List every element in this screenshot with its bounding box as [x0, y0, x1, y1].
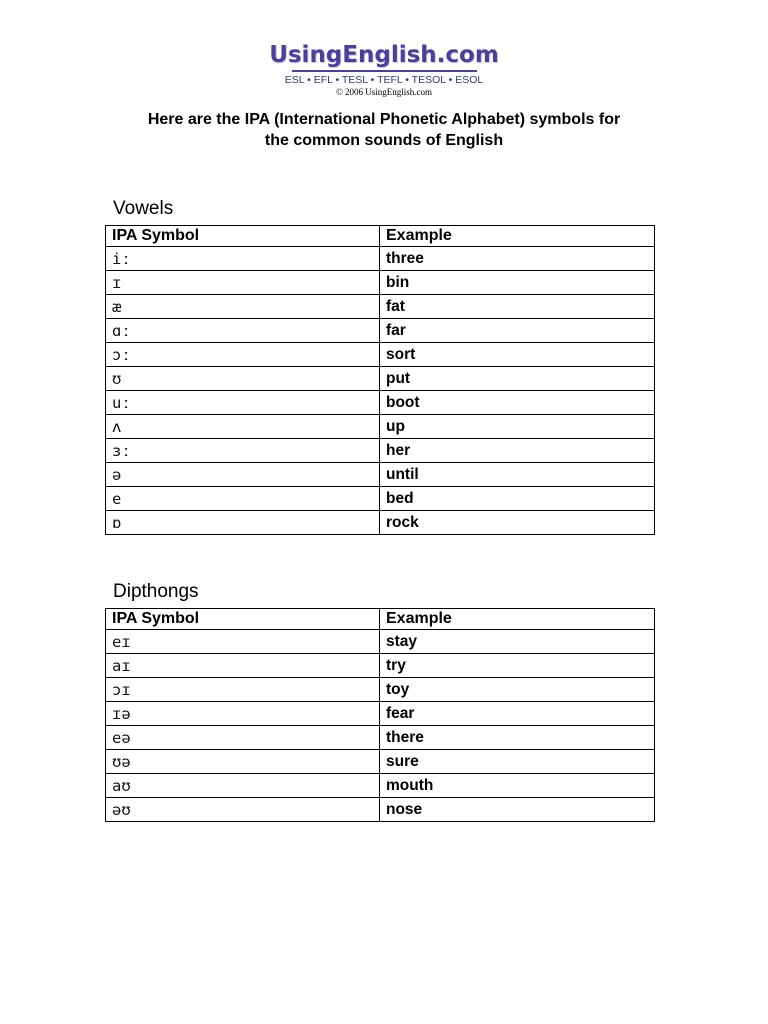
table-row: [106, 798, 655, 822]
vowels-heading: Vowels: [113, 198, 174, 219]
example-word: there: [380, 726, 655, 750]
table-row: [106, 487, 655, 511]
ipa-symbol: ɔː: [106, 343, 380, 367]
example-word: sort: [380, 343, 655, 367]
ipa-symbol: əʊ: [106, 798, 380, 822]
table-row: [106, 367, 655, 391]
column-header-symbol: IPA Symbol: [106, 226, 380, 247]
ipa-symbol: ʌ: [106, 415, 380, 439]
table-row: [106, 439, 655, 463]
example-word: her: [380, 439, 655, 463]
example-word: far: [380, 319, 655, 343]
ipa-symbol: ə: [106, 463, 380, 487]
table-row: [106, 630, 655, 654]
example-word: toy: [380, 678, 655, 702]
table-row: [106, 774, 655, 798]
table-row: [106, 295, 655, 319]
example-word: bed: [380, 487, 655, 511]
example-word: until: [380, 463, 655, 487]
table-row: [106, 271, 655, 295]
ipa-symbol: ʊə: [106, 750, 380, 774]
intro-heading: [104, 109, 664, 151]
logo-title: UsingEnglish.com: [269, 42, 499, 68]
ipa-symbol: ɪ: [106, 271, 380, 295]
diphthongs-heading: Dipthongs: [113, 581, 199, 602]
table-row: [106, 343, 655, 367]
column-header-example: Example: [380, 226, 655, 247]
column-header-symbol: IPA Symbol: [106, 609, 380, 630]
vowels-table: [105, 225, 655, 535]
example-word: up: [380, 415, 655, 439]
table-row: [106, 319, 655, 343]
site-logo: [0, 40, 768, 97]
intro-line-1: Here are the IPA (International Phonetic Alphabet) symbols for: [147, 111, 621, 128]
example-word: boot: [380, 391, 655, 415]
table-row: [106, 678, 655, 702]
example-word: three: [380, 247, 655, 271]
example-word: stay: [380, 630, 655, 654]
ipa-symbol: uː: [106, 391, 380, 415]
ipa-symbol: ʊ: [106, 367, 380, 391]
example-word: rock: [380, 511, 655, 535]
column-header-example: Example: [380, 609, 655, 630]
table-row: [106, 702, 655, 726]
example-word: bin: [380, 271, 655, 295]
ipa-symbol: ɔɪ: [106, 678, 380, 702]
example-word: try: [380, 654, 655, 678]
table-header-row: [106, 609, 655, 630]
ipa-symbol: e: [106, 487, 380, 511]
example-word: fat: [380, 295, 655, 319]
ipa-symbol: aʊ: [106, 774, 380, 798]
logo-underline: [292, 70, 477, 72]
ipa-symbol: aɪ: [106, 654, 380, 678]
logo-tagline: ESL • EFL • TESL • TEFL • TESOL • ESOL: [284, 74, 484, 86]
table-row: [106, 391, 655, 415]
logo-copyright: © 2006 UsingEnglish.com: [335, 87, 433, 97]
ipa-symbol: eə: [106, 726, 380, 750]
ipa-symbol: eɪ: [106, 630, 380, 654]
intro-line-2: the common sounds of English: [264, 132, 504, 149]
example-word: fear: [380, 702, 655, 726]
example-word: sure: [380, 750, 655, 774]
table-row: [106, 463, 655, 487]
ipa-symbol: ɪə: [106, 702, 380, 726]
diphthongs-table: [105, 608, 655, 822]
ipa-symbol: iː: [106, 247, 380, 271]
ipa-symbol: ɜː: [106, 439, 380, 463]
ipa-symbol: ɒ: [106, 511, 380, 535]
example-word: nose: [380, 798, 655, 822]
ipa-symbol: æ: [106, 295, 380, 319]
table-row: [106, 247, 655, 271]
ipa-symbol: ɑː: [106, 319, 380, 343]
example-word: put: [380, 367, 655, 391]
table-row: [106, 726, 655, 750]
table-row: [106, 415, 655, 439]
table-header-row: [106, 226, 655, 247]
table-row: [106, 750, 655, 774]
table-row: [106, 654, 655, 678]
example-word: mouth: [380, 774, 655, 798]
table-row: [106, 511, 655, 535]
